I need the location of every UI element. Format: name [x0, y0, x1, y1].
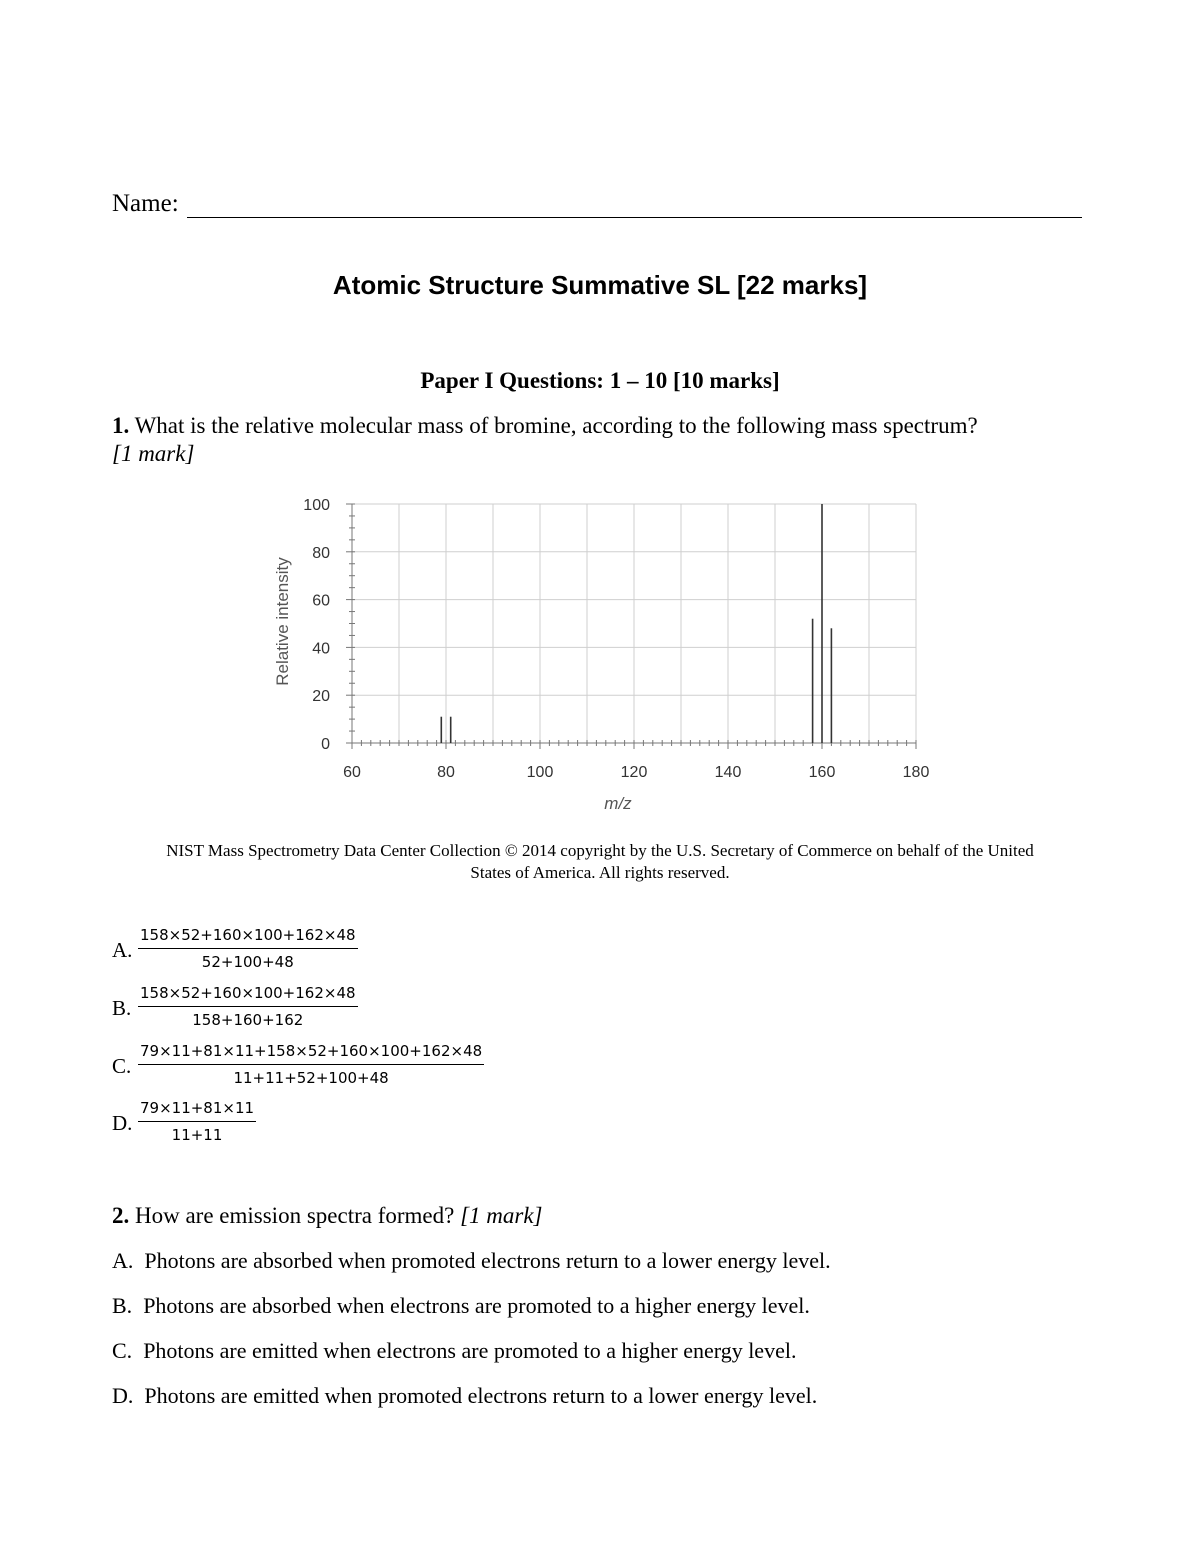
option-letter: B. [112, 996, 132, 1020]
option-letter: D. [112, 1383, 134, 1408]
option-fraction [138, 926, 358, 971]
chart-bars [441, 504, 831, 743]
option-letter: A. [112, 938, 133, 962]
q2-option-d[interactable] [112, 1383, 817, 1409]
fraction-denominator: 52+100+48 [201, 953, 294, 971]
question-1-number: 1. [112, 413, 130, 438]
chart-caption [110, 840, 1090, 884]
fraction-numerator: 79×11+81×11+158×52+160×100+162×48 [138, 1042, 484, 1065]
question-1-text: What is the relative molecular mass of bromine, according to the following mass spectrum? [129, 413, 978, 438]
option-fraction [138, 1099, 256, 1144]
x-tick-label: 80 [437, 764, 455, 781]
option-letter: B. [112, 1293, 133, 1318]
option-text: Photons are emitted when promoted electrons return to a lower energy level. [144, 1383, 818, 1408]
x-tick-label: 140 [714, 764, 742, 781]
question-1-mark: [1 mark] [112, 441, 195, 466]
fraction-numerator: 158×52+160×100+162×48 [138, 984, 358, 1007]
fraction-numerator: 79×11+81×11 [138, 1099, 256, 1122]
paper-heading: Paper I Questions: 1 – 10 [10 marks] [420, 368, 780, 393]
chart-ticks [346, 504, 916, 749]
question-2-number: 2. [112, 1203, 130, 1228]
y-tick-label: 80 [312, 544, 330, 562]
option-text: Photons are emitted when electrons are promoted to a higher energy level. [143, 1338, 797, 1363]
name-blank-line[interactable] [187, 195, 1082, 218]
option-letter: C. [112, 1338, 133, 1363]
x-axis-title: m/z [604, 794, 632, 813]
x-tick-label: 120 [620, 764, 648, 781]
q2-option-c[interactable] [112, 1338, 796, 1364]
option-fraction [138, 984, 358, 1029]
y-tick-label: 20 [312, 688, 330, 706]
y-tick-label: 60 [312, 592, 330, 610]
caption-line-2: States of America. All rights reserved. [470, 863, 730, 882]
fraction-numerator: 158×52+160×100+162×48 [138, 926, 358, 949]
option-text: Photons are absorbed when electrons are promoted to a higher energy level. [143, 1293, 810, 1318]
fraction-denominator: 11+11 [171, 1126, 223, 1144]
fraction-denominator: 158+160+162 [192, 1011, 304, 1029]
question-2-text: How are emission spectra formed? [129, 1203, 461, 1228]
caption-line-1: NIST Mass Spectrometry Data Center Collection © 2014 copyright by the U.S. Secretary of Commerce on behalf of the United [166, 841, 1034, 860]
fraction-denominator: 11+11+52+100+48 [233, 1069, 389, 1087]
mass-spectrum-chart [250, 490, 950, 820]
name-label: Name: [112, 190, 179, 217]
x-tick-label: 160 [808, 764, 836, 781]
option-letter: A. [112, 1248, 134, 1273]
q2-option-a[interactable] [112, 1248, 831, 1274]
y-tick-label: 0 [321, 736, 330, 753]
question-2-mark: [1 mark] [460, 1203, 543, 1228]
question-1 [112, 412, 1102, 468]
y-axis-title: Relative intensity [273, 557, 292, 686]
x-tick-label: 60 [343, 764, 361, 781]
q2-option-b[interactable] [112, 1293, 810, 1319]
option-letter: D. [112, 1111, 133, 1135]
option-letter: C. [112, 1054, 132, 1078]
page-title: Atomic Structure Summative SL [22 marks] [332, 270, 868, 300]
name-row [112, 190, 1082, 218]
option-fraction [138, 1042, 484, 1087]
y-tick-label: 100 [303, 497, 330, 514]
option-text: Photons are absorbed when promoted electrons return to a lower energy level. [144, 1248, 831, 1273]
question-2 [112, 1203, 543, 1229]
x-tick-label: 100 [526, 764, 554, 781]
x-tick-label: 180 [902, 764, 930, 781]
y-tick-label: 40 [312, 640, 330, 658]
